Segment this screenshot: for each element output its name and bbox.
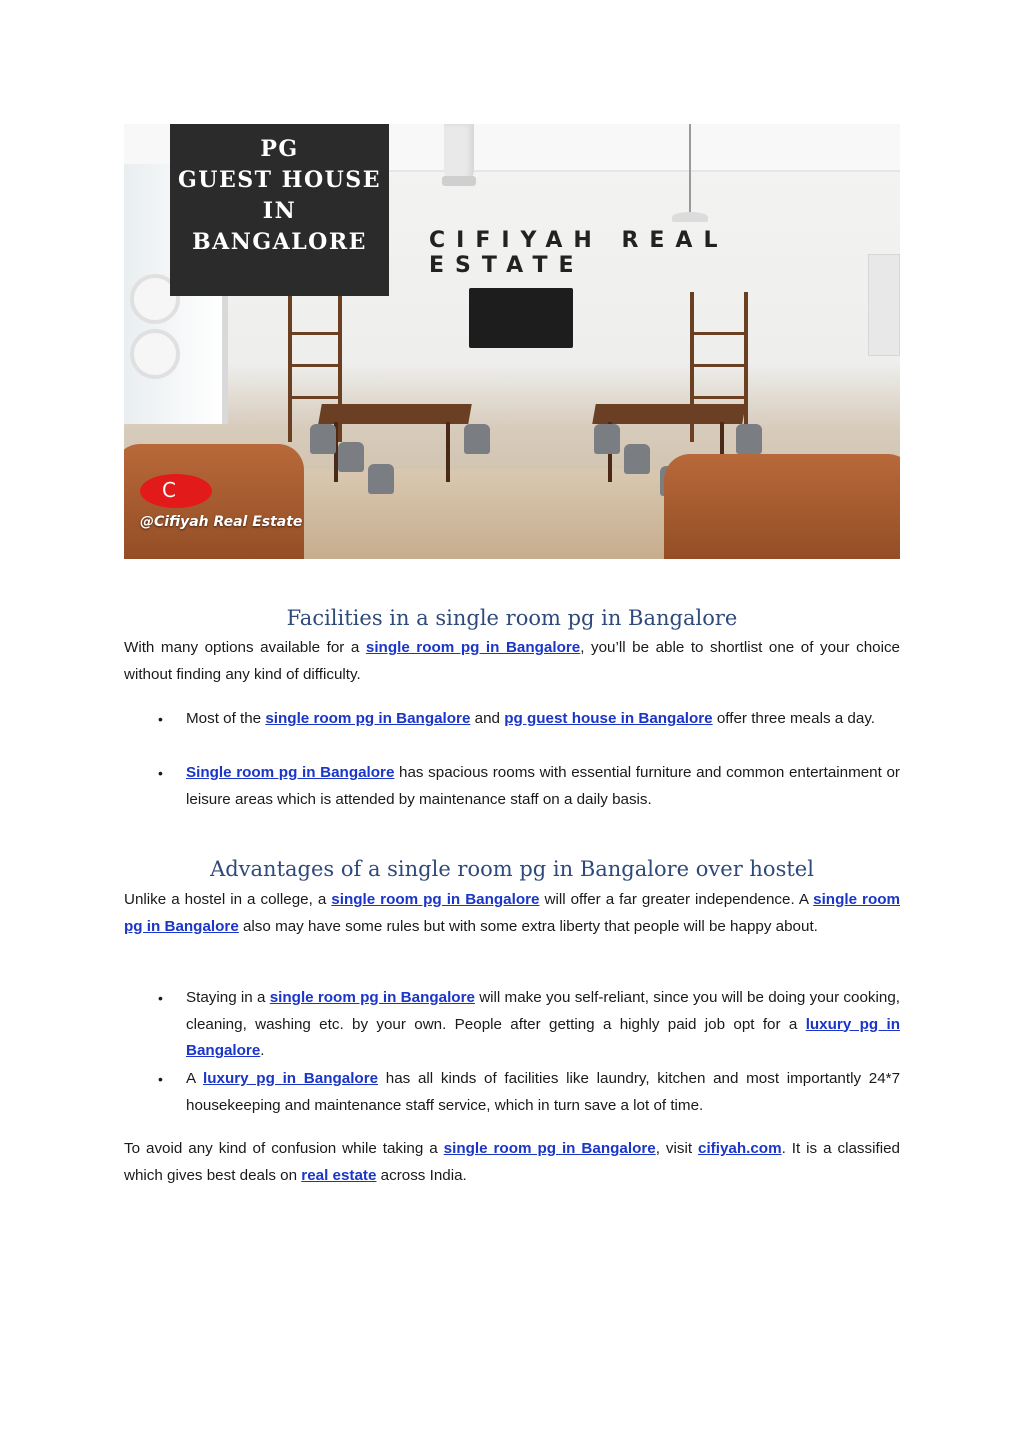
hero-title-line: PG	[260, 136, 299, 162]
shelf-board	[288, 364, 342, 367]
shelf-board	[690, 364, 748, 367]
leather-sofa-right	[664, 454, 900, 559]
brand-name: CIFIYAH REAL ESTATE	[429, 228, 729, 278]
chair	[310, 424, 336, 454]
link-pg-guest-house[interactable]: pg guest house in Bangalore	[504, 710, 713, 727]
text-run: will offer a far greater independence. A	[539, 891, 814, 908]
chair	[338, 442, 364, 472]
link-single-room-pg[interactable]: Single room pg in Bangalore	[186, 764, 395, 781]
chair	[624, 444, 650, 474]
bullet-icon: •	[158, 711, 163, 727]
text-run: across India.	[376, 1166, 467, 1184]
pendant-lamp	[672, 212, 708, 222]
chair	[594, 424, 620, 454]
bullet-icon: •	[158, 1071, 163, 1087]
chair	[368, 464, 394, 494]
text-run: , you’ll be able to shortlist one of your choice without finding any kind of difficulty.	[124, 639, 900, 683]
hero-image	[124, 124, 900, 559]
text-run: has all kinds of facilities like laundry, kitchen and most importantly 24*7 housekeeping and maintenance staff service, which in turn save a lot of time.	[186, 1070, 901, 1114]
link-cifiyah[interactable]: cifiyah.com	[698, 1140, 782, 1157]
chair	[736, 424, 762, 454]
section-heading: Advantages of a single room pg in Bangalore over hostel	[210, 857, 814, 881]
air-duct	[444, 124, 474, 184]
link-real-estate[interactable]: real estate	[301, 1166, 377, 1184]
link-single-room-pg[interactable]: single room pg in Bangalore	[331, 891, 540, 908]
shelf-post	[288, 292, 292, 442]
list-item	[186, 1066, 900, 1119]
link-single-room-pg[interactable]: single room pg in Bangalore	[124, 891, 901, 935]
text-run: and	[470, 710, 505, 727]
title-overlay	[170, 124, 389, 296]
link-luxury-pg[interactable]: luxury pg in Bangalore	[186, 1015, 900, 1059]
shelf-post	[744, 292, 748, 442]
link-luxury-pg[interactable]: luxury pg in Bangalore	[203, 1070, 379, 1087]
table-leg	[446, 422, 450, 482]
text-run: .	[260, 1042, 265, 1059]
paragraph	[124, 887, 900, 940]
bullet-icon: •	[158, 990, 163, 1006]
text-run: offer three meals a day.	[712, 710, 876, 727]
wall-tv	[469, 288, 573, 348]
bullet-icon: •	[158, 765, 163, 781]
dining-table-left	[318, 404, 472, 424]
text-run: A	[186, 1070, 204, 1087]
text-run: , visit	[655, 1140, 699, 1157]
dining-table-right	[592, 404, 746, 424]
shelf-board	[690, 396, 748, 399]
brand-logo	[140, 474, 212, 508]
text-run: To avoid any kind of confusion while taking a	[124, 1140, 444, 1157]
chair	[464, 424, 490, 454]
text-run: Staying in a	[186, 989, 270, 1006]
link-single-room-pg[interactable]: single room pg in Bangalore	[269, 989, 475, 1006]
pendant-cord	[689, 124, 691, 212]
hero-title-line: GUEST HOUSE	[178, 167, 381, 193]
text-run: also may have some rules but with some extra liberty that people will be happy about.	[238, 917, 818, 935]
shelf-board	[288, 396, 342, 399]
list-item	[186, 760, 900, 813]
link-single-room-pg[interactable]: single room pg in Bangalore	[365, 639, 581, 656]
ceiling-vent	[442, 176, 476, 186]
brand-logo-glyph: C	[162, 478, 176, 502]
text-run: Most of the	[186, 710, 266, 727]
hero-title	[170, 134, 389, 258]
paragraph	[124, 635, 900, 688]
hero-title-line: BANGALORE	[192, 229, 367, 255]
round-mirror	[130, 329, 180, 379]
link-single-room-pg[interactable]: single room pg in Bangalore	[265, 710, 471, 727]
text-run: has spacious rooms with essential furniture and common entertainment or leisure areas which is attended by maintenance staff on a daily basis.	[186, 764, 900, 808]
list-item	[186, 706, 900, 733]
link-single-room-pg[interactable]: single room pg in Bangalore	[443, 1140, 656, 1157]
text-run: . It is a classified which gives best deals on	[124, 1140, 900, 1184]
text-run: With many options available for a	[124, 639, 366, 656]
text-run: will make you self-reliant, since you will be doing your cooking, cleaning, washing etc. by your own. People after getting a highly paid job opt for a	[186, 989, 900, 1033]
shelf-board	[288, 332, 342, 335]
section-heading: Facilities in a single room pg in Bangalore	[286, 606, 738, 630]
hero-title-line: IN	[262, 198, 297, 224]
list-item	[186, 985, 900, 1065]
closing-paragraph	[124, 1136, 900, 1189]
text-run: Unlike a hostel in a college, a	[124, 891, 332, 908]
shelf-board	[690, 332, 748, 335]
social-handle: @Cifiyah Real Estate	[140, 514, 303, 530]
